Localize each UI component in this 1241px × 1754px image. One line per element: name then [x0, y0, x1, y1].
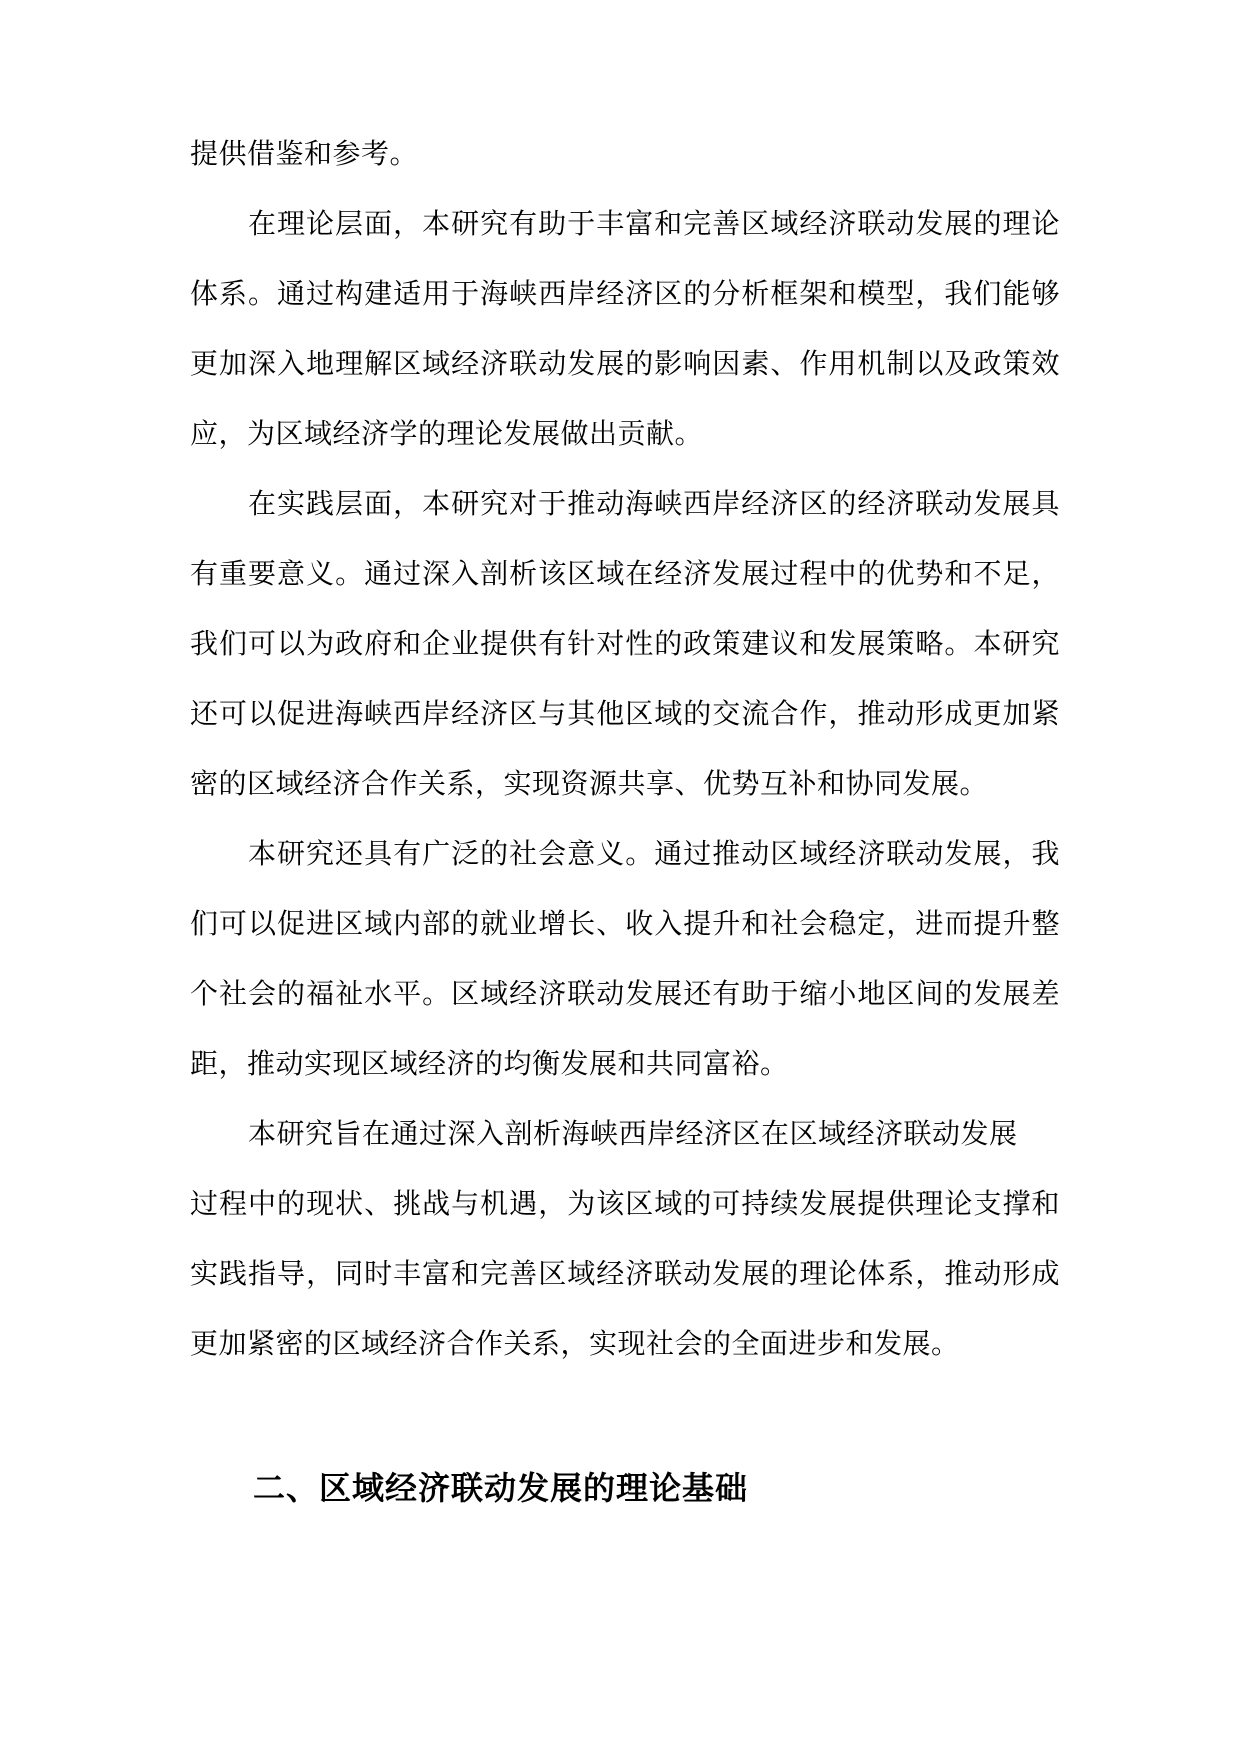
- text-line: 更加深入地理解区域经济联动发展的影响因素、作用机制以及政策效: [190, 347, 1060, 380]
- paragraph-first-line: 本研究还具有广泛的社会意义。通过推动区域经济联动发展，我: [248, 837, 1060, 870]
- text-line: 们可以促进区域内部的就业增长、收入提升和社会稳定，进而提升整: [190, 907, 1060, 940]
- text-line: 提供借鉴和参考。: [190, 137, 419, 170]
- paragraph-first-line: 本研究旨在通过深入剖析海峡西岸经济区在区域经济联动发展: [248, 1117, 1018, 1150]
- text-line: 密的区域经济合作关系，实现资源共享、优势互补和协同发展。: [190, 767, 989, 800]
- paragraph-first-line: 在理论层面，本研究有助于丰富和完善区域经济联动发展的理论: [248, 207, 1060, 240]
- text-line: 应，为区域经济学的理论发展做出贡献。: [190, 417, 704, 450]
- text-line: 我们可以为政府和企业提供有针对性的政策建议和发展策略。本研究: [190, 627, 1060, 660]
- paragraph-first-line: 在实践层面，本研究对于推动海峡西岸经济区的经济联动发展具: [248, 487, 1060, 520]
- text-line: 体系。通过构建适用于海峡西岸经济区的分析框架和模型，我们能够: [190, 277, 1060, 310]
- section-heading: 二、区域经济联动发展的理论基础: [253, 1469, 749, 1507]
- text-line: 有重要意义。通过深入剖析该区域在经济发展过程中的优势和不足，: [190, 557, 1060, 590]
- text-line: 过程中的现状、挑战与机遇，为该区域的可持续发展提供理论支撑和: [190, 1187, 1060, 1220]
- text-line: 还可以促进海峡西岸经济区与其他区域的交流合作，推动形成更加紧: [190, 697, 1060, 730]
- text-line: 个社会的福祉水平。区域经济联动发展还有助于缩小地区间的发展差: [190, 977, 1060, 1010]
- text-line: 距，推动实现区域经济的均衡发展和共同富裕。: [190, 1047, 789, 1080]
- text-line: 更加紧密的区域经济合作关系，实现社会的全面进步和发展。: [190, 1327, 960, 1360]
- text-line: 实践指导，同时丰富和完善区域经济联动发展的理论体系，推动形成: [190, 1257, 1060, 1290]
